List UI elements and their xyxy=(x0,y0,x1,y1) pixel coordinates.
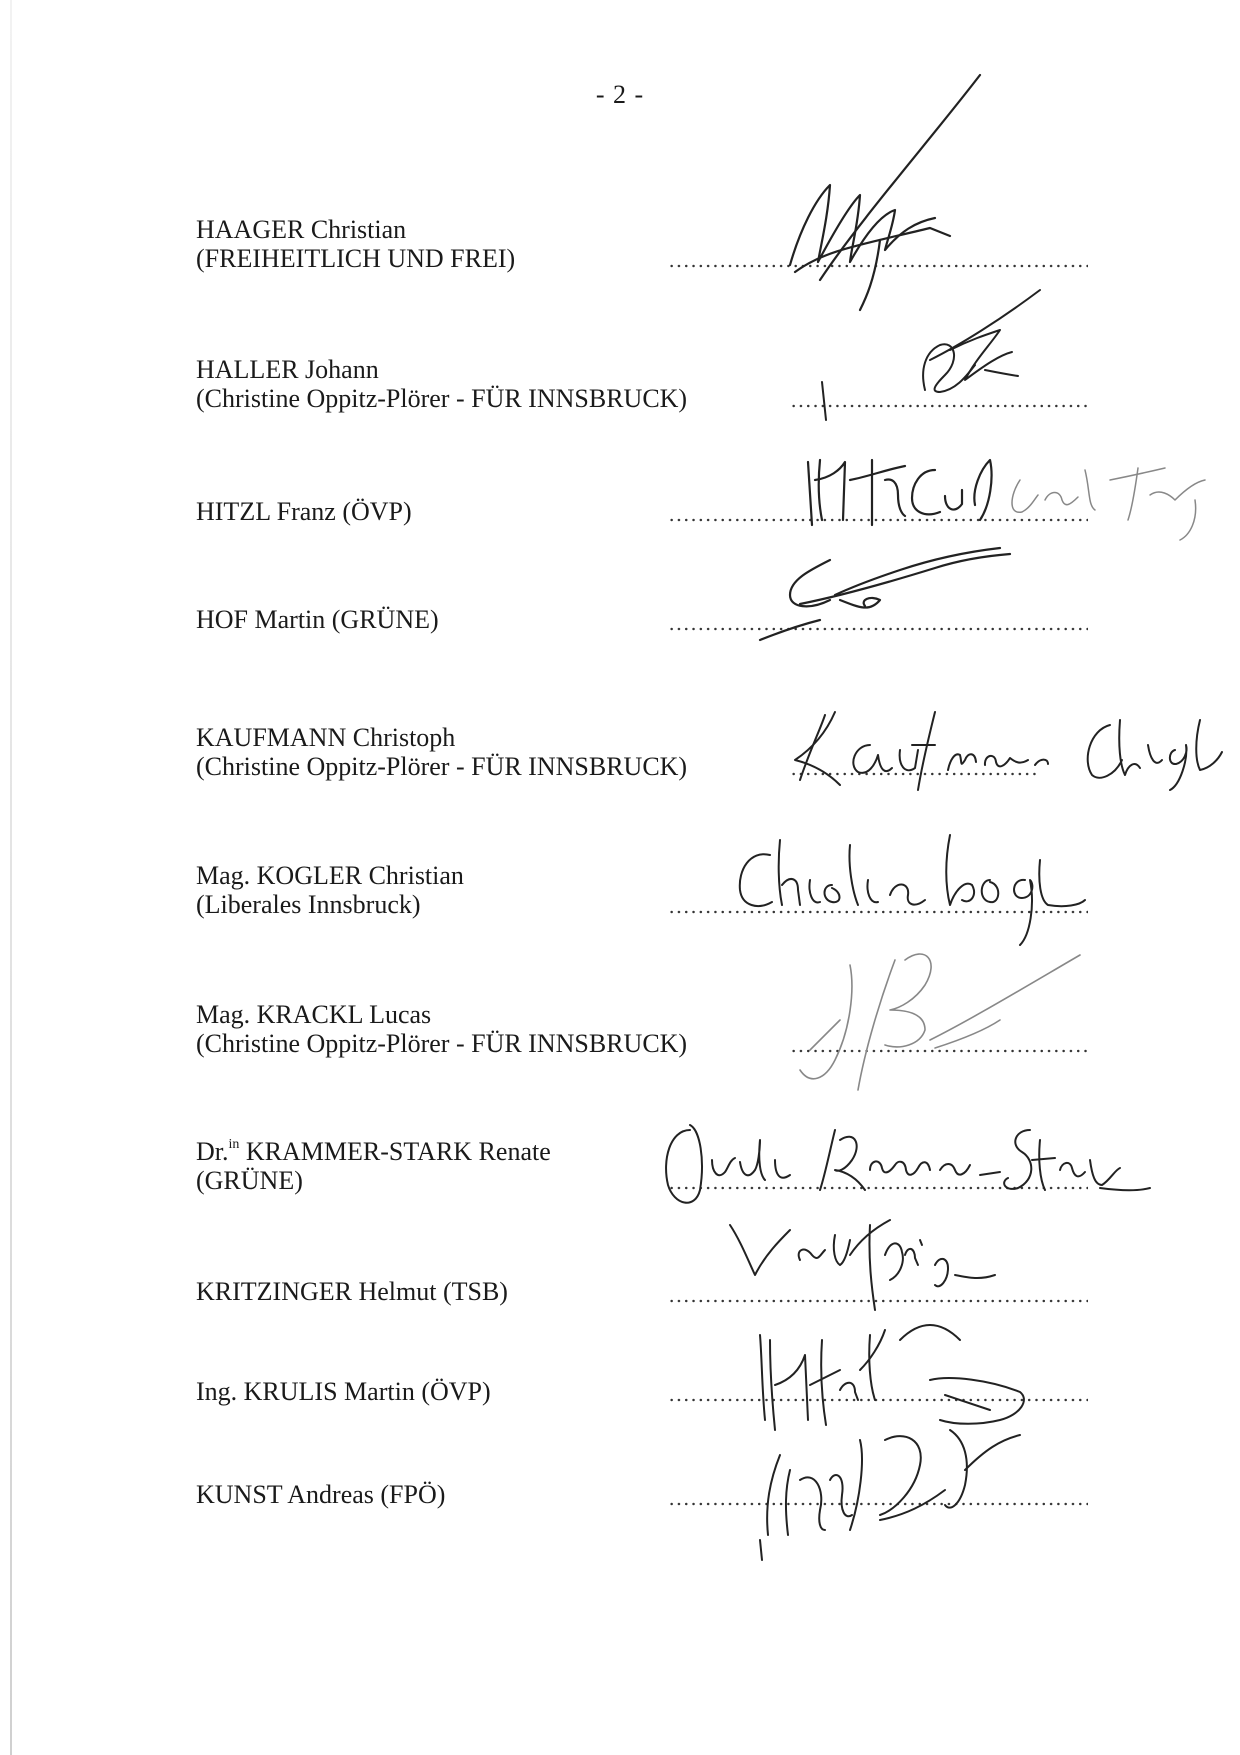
signatory-name: KUNST Andreas (FPÖ) xyxy=(196,1480,446,1509)
signature-line xyxy=(668,1397,1088,1403)
signature-line xyxy=(668,1501,1088,1507)
signatory-krulis xyxy=(196,1377,491,1406)
page-edge xyxy=(10,0,12,1755)
signature-line xyxy=(668,626,1088,632)
signature-haller xyxy=(822,290,1040,420)
signatory-party: (FREIHEITLICH UND FREI) xyxy=(196,244,516,273)
signatory-name-text: KRAMMER-STARK Renate xyxy=(245,1137,551,1166)
signature-kogler xyxy=(740,835,1085,945)
signatory-name: Ing. KRULIS Martin (ÖVP) xyxy=(196,1377,491,1406)
signature-line xyxy=(668,1185,1088,1191)
signature-hitzl xyxy=(808,460,992,525)
signature-krulis xyxy=(760,1325,1024,1430)
signature-line xyxy=(668,909,1088,915)
signature-kaufmann xyxy=(795,712,1222,790)
signatory-name: HITZL Franz (ÖVP) xyxy=(196,497,412,526)
signatory-kogler xyxy=(196,861,464,919)
signatory-party: (Christine Oppitz-Plörer - FÜR INNSBRUCK) xyxy=(196,752,688,781)
signature-line xyxy=(668,517,1088,523)
signature-line xyxy=(790,1048,1088,1054)
signatory-hof xyxy=(196,605,439,634)
signature-line xyxy=(790,771,1040,777)
signatory-party: (Liberales Innsbruck) xyxy=(196,890,421,919)
signatory-party: (Christine Oppitz-Plörer - FÜR INNSBRUCK) xyxy=(196,384,688,413)
signature-haager xyxy=(790,75,980,310)
signature-kritzinger xyxy=(730,1220,995,1310)
signatory-name: KAUFMANN Christoph xyxy=(196,723,456,752)
signatory-name: HOF Martin (GRÜNE) xyxy=(196,605,439,634)
academic-title-suffix: in xyxy=(228,1137,240,1152)
signature-line xyxy=(790,403,1088,409)
signatory-name: HALLER Johann xyxy=(196,355,379,384)
signature-line xyxy=(668,263,1088,269)
signatory-name: Mag. KRACKL Lucas xyxy=(196,1000,432,1029)
signatory-name xyxy=(196,1137,551,1166)
signatory-kunst xyxy=(196,1480,445,1509)
signatory-name: HAAGER Christian xyxy=(196,215,407,244)
signatory-kritzinger xyxy=(196,1277,508,1306)
signatory-party: (GRÜNE) xyxy=(196,1166,303,1195)
signatory-party: (Christine Oppitz-Plörer - FÜR INNSBRUCK) xyxy=(196,1029,688,1058)
signatory-haager xyxy=(196,215,515,273)
page-number: - 2 - xyxy=(595,80,645,109)
signatory-hitzl xyxy=(196,497,412,526)
signature-line xyxy=(668,1298,1088,1304)
signatory-name: KRITZINGER Helmut (TSB) xyxy=(196,1277,508,1306)
signatory-name: Mag. KOGLER Christian xyxy=(196,861,464,890)
signatory-kaufmann xyxy=(196,723,687,781)
signature-hitzl-second xyxy=(1012,468,1205,540)
signature-kunst xyxy=(760,1430,1020,1560)
signature-krammer-stark xyxy=(666,1125,1150,1203)
signatory-haller xyxy=(196,355,687,413)
signatory-krackl xyxy=(196,1000,687,1058)
academic-title: Dr. xyxy=(196,1137,229,1166)
signature-krackl xyxy=(800,954,1080,1090)
signatory-krammer-stark xyxy=(196,1137,551,1195)
